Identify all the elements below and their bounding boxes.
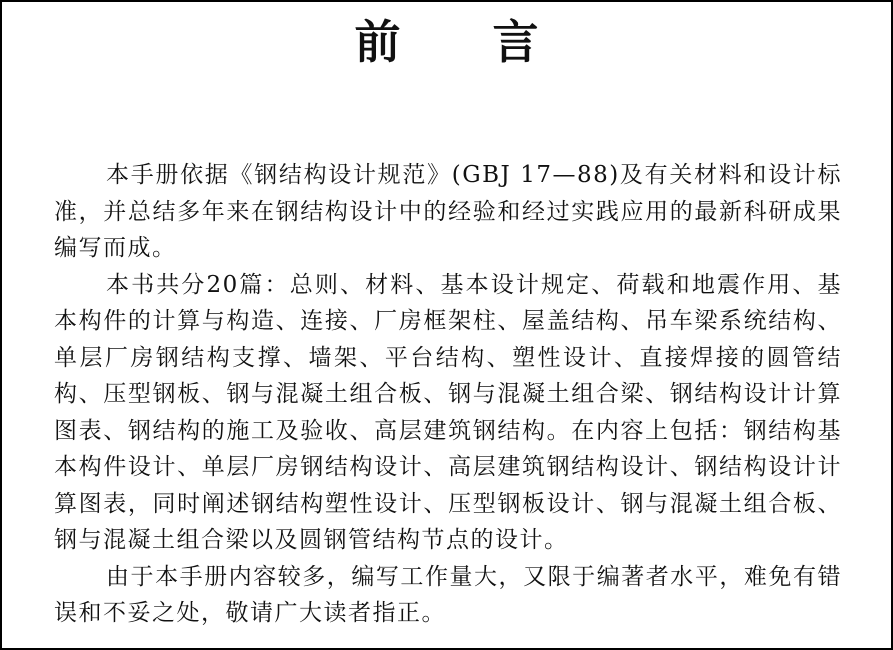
paragraph-2: 本书共分20篇：总则、材料、基本设计规定、荷载和地震作用、基本构件的计算与构造、连接、厂房框架柱、屋盖结构、吊车梁系统结构、单层厂房钢结构支撑、墙架、平台结构、塑性设计、直接焊接的圆管结构、压型钢板、钢与混凝土组合板、钢与混凝土组合梁、钢结构设计计算图表、钢结构的施工及验收、高层建筑钢结构。在内容上包括：钢结构基本构件设计、单层厂房钢结构设计、高层建筑钢结构设计、钢结构设计计算图表，同时阐述钢结构塑性设计、压型钢板设计、钢与混凝土组合板、钢与混凝土组合梁以及圆钢管结构节点的设计。 <box>54 271 842 553</box>
paragraph-3: 由于本手册内容较多，编写工作量大，又限于编著者水平，难免有错误和不妥之处，敬请广大读者指正。 <box>54 563 842 626</box>
paragraph-1: 本手册依据《钢结构设计规范》(GBJ 17—88)及有关材料和设计标准，并总结多年来在钢结构设计中的经验和经过实践应用的最新科研成果编写而成。 <box>54 162 842 261</box>
document-body <box>54 157 842 632</box>
page-title: 前言 <box>354 15 631 69</box>
